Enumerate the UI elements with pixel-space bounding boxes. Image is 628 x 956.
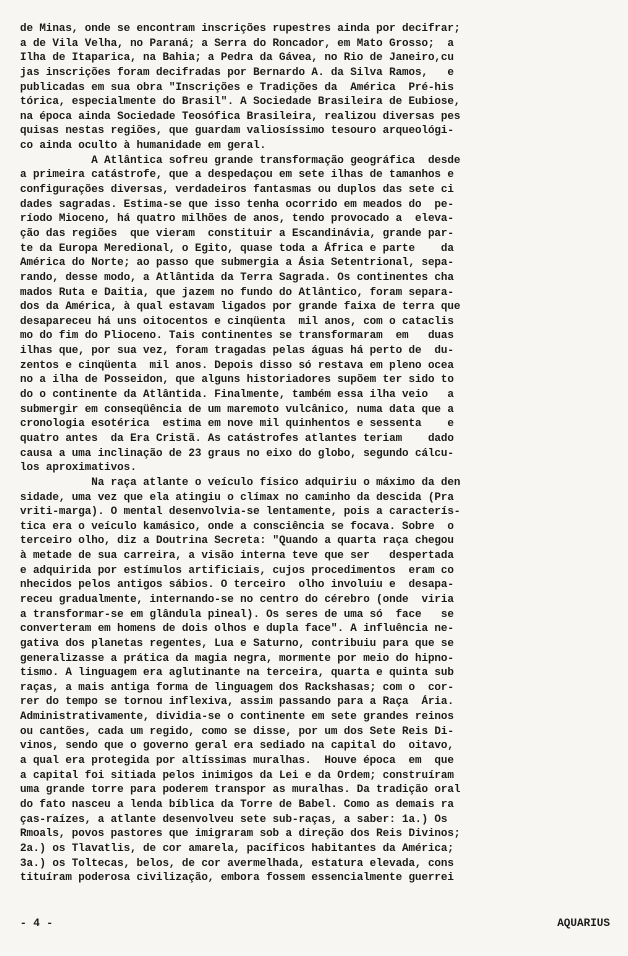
- text-line: 2a.) os Tlavatlis, de cor amarela, pacíficos habitantes da América;: [20, 842, 454, 855]
- text-line: desapareceu há uns oitocentos e cinqüenta mil anos, com o cataclis: [20, 315, 454, 328]
- text-line: los aproximativos.: [20, 462, 137, 475]
- journal-name: AQUARIUS: [557, 918, 610, 930]
- text-line: e adquirida por estímulos artificiais, cujos procedimentos eram co: [20, 564, 454, 577]
- text-line: do o continente da Atlântida. Finalmente, também essa ilha veio a: [20, 389, 454, 402]
- text-line: 3a.) os Toltecas, belos, de cor avermelhada, estatura elevada, cons: [20, 857, 454, 870]
- text-line: tismo. A linguagem era aglutinante na terceira, quarta e quinta sub: [20, 667, 454, 680]
- text-line: cronologia esotérica estima em nove mil quinhentos e sessenta e: [20, 418, 454, 431]
- text-line: Na raça atlante o veículo físico adquiriu o máximo da den: [20, 476, 461, 489]
- text-line: co ainda oculto à humanidade em geral.: [20, 140, 267, 153]
- text-line: a primeira catástrofe, que a despedaçou em sete ilhas de tamanhos e: [20, 169, 454, 182]
- text-line: rando, desse modo, a Atlântida da Terra Sagrada. Os continentes cha: [20, 271, 454, 284]
- text-line: causa a uma inclinação de 23 graus no eixo do globo, segundo cálcu-: [20, 447, 454, 460]
- text-line: ou cantões, cada um regido, como se disse, por um dos Sete Reis Di-: [20, 725, 454, 738]
- text-line: ças-raízes, a atlante desenvolveu sete sub-raças, a saber: 1a.) Os: [20, 813, 448, 826]
- text-line: a capital foi sitiada pelos inimigos da Lei e da Ordem; construíram: [20, 769, 454, 782]
- text-line: vinos, sendo que o governo geral era sediado na capital do oitavo,: [20, 740, 454, 753]
- text-line: terceiro olho, diz a Doutrina Secreta: "Quando a quarta raça chegou: [20, 535, 454, 548]
- text-line: rer do tempo se tornou inflexiva, assim passando para a Raça Ária.: [20, 696, 454, 709]
- text-line: do fato nasceu a lenda bíblica da Torre de Babel. Como as demais ra: [20, 798, 454, 811]
- text-line: publicadas em sua obra "Inscrições e Tradições da América Pré-his: [20, 81, 454, 94]
- text-line: Administrativamente, dividia-se o continente em sete grandes reinos: [20, 711, 454, 724]
- text-line: converteram em homens de dois olhos e dupla face". A influência ne-: [20, 623, 454, 636]
- text-line: Ilha de Itaparica, na Bahia; a Pedra da Gávea, no Rio de Janeiro,cu: [20, 52, 454, 65]
- text-line: ção das regiões que vieram constituir a Escandinávia, grande par-: [20, 227, 454, 240]
- text-line: generalizasse a prática da magia negra, mormente por meio do hipno-: [20, 652, 454, 665]
- text-line: dos da América, à qual estavam ligados por grande faixa de terra que: [20, 301, 461, 314]
- text-line: te da Europa Meredional, o Egito, quase toda a África e parte da: [20, 242, 454, 255]
- text-line: à metade de sua carreira, a visão interna teve que ser despertada: [20, 550, 454, 563]
- text-line: nhecidos pelos antigos sábios. O terceiro olho involuiu e desapa-: [20, 579, 454, 592]
- text-line: zentos e cinqüenta mil anos. Depois disso só restava em pleno ocea: [20, 359, 454, 372]
- text-line: vriti-marga). O mental desenvolvia-se lentamente, pois a caracterís-: [20, 506, 461, 519]
- text-line: raças, a mais antiga forma de linguagem dos Rackshasas; com o cor-: [20, 681, 454, 694]
- text-line: mados Ruta e Daitia, que jazem no fundo do Atlântico, foram separa-: [20, 286, 454, 299]
- text-line: a transformar-se em glândula pineal). Os seres de uma só face se: [20, 608, 454, 621]
- text-line: configurações diversas, verdadeiros fantasmas ou duplos das sete ci: [20, 184, 454, 197]
- text-line: quisas nestas regiões, que guardam valiosíssimo tesouro arqueológi-: [20, 125, 454, 138]
- text-line: A Atlântica sofreu grande transformação geográfica desde: [20, 154, 461, 167]
- text-line: ríodo Mioceno, há quatro milhões de anos, tendo provocado a eleva-: [20, 213, 454, 226]
- text-line: tica era o veículo kamásico, onde a consciência se focava. Sobre o: [20, 520, 454, 533]
- text-line: mo do fim do Plioceno. Tais continentes se transformaram em duas: [20, 330, 454, 343]
- text-line: receu gradualmente, internando-se no centro do cérebro (onde viria: [20, 593, 454, 606]
- page-number: - 4 -: [20, 918, 54, 930]
- text-line: submergir em conseqüência de um maremoto vulcânico, numa data que a: [20, 403, 454, 416]
- text-line: uma grande torre para poderem transpor as muralhas. Da tradição oral: [20, 784, 461, 797]
- text-line: gativa dos planetas regentes, Lua e Saturno, contribuiu para que se: [20, 637, 454, 650]
- page-footer: [20, 918, 610, 934]
- text-line: jas inscrições foram decifradas por Bernardo A. da Silva Ramos, e: [20, 66, 454, 79]
- text-line: de Minas, onde se encontram inscrições rupestres ainda por decifrar;: [20, 23, 461, 35]
- text-line: a de Vila Velha, no Paraná; a Serra do Roncador, em Mato Grosso; a: [20, 37, 454, 50]
- text-line: na época ainda Sociedade Teosófica Brasileira, realizou diversas pes: [20, 110, 461, 123]
- text-line: dades sagradas. Estima-se que isso tenha ocorrido em meados do pe-: [20, 198, 454, 211]
- text-line: tórica, especialmente do Brasil". A Sociedade Brasileira de Eubiose,: [20, 96, 461, 109]
- text-line: no a ilha de Posseidon, que alguns historiadores supõem ter sido to: [20, 374, 454, 387]
- body-text: [20, 22, 610, 886]
- text-line: América do Norte; ao passo que submergia a Ásia Setentrional, sepa-: [20, 257, 454, 270]
- text-line: quatro antes da Era Cristã. As catástrofes atlantes teriam dado: [20, 432, 454, 445]
- text-line: a qual era protegida por altíssimas muralhas. Houve época em que: [20, 755, 454, 768]
- text-line: tituíram poderosa civilização, embora fossem essencialmente guerrei: [20, 872, 454, 885]
- text-line: ilhas que, por sua vez, foram tragadas pelas águas há perto de du-: [20, 345, 454, 358]
- text-line: sidade, uma vez que ela atingiu o clímax no caminho da descida (Pra: [20, 491, 454, 504]
- text-line: Rmoals, povos pastores que imigraram sob a direção dos Reis Divinos;: [20, 828, 461, 841]
